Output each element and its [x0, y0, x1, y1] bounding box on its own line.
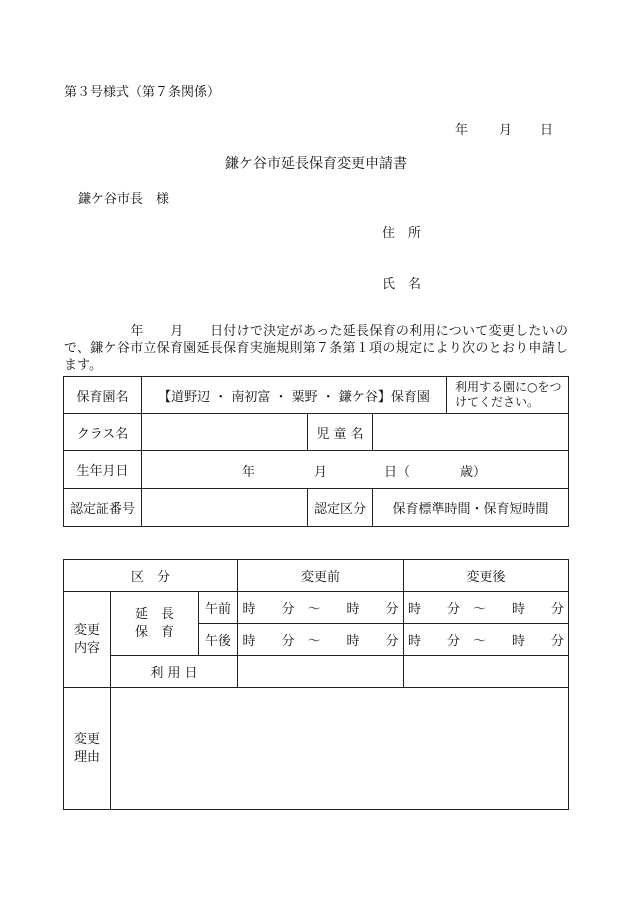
morning-after-time[interactable]: 時 分 〜 時 分	[404, 592, 569, 624]
morning-before-time[interactable]: 時 分 〜 時 分	[238, 592, 404, 624]
extended-care-label: 延 長保 育	[111, 592, 199, 656]
afternoon-after-time[interactable]: 時 分 〜 時 分	[404, 624, 569, 656]
change-details-table	[63, 559, 569, 810]
birth-date-field[interactable]	[142, 451, 569, 489]
address-label: 住 所	[382, 226, 422, 241]
birth-day: 日（	[384, 465, 411, 480]
birth-date-label: 生年月日	[64, 451, 142, 489]
nursery-note: 利用する園に○をつけてください。	[447, 377, 569, 414]
nursery-options[interactable]: 【道野辺 ・ 南初富 ・ 粟野 ・ 鎌ケ谷】保育園	[142, 377, 447, 414]
afternoon-label: 午後	[199, 624, 238, 656]
date-month: 月	[499, 123, 513, 138]
application-statement: 年 月 日付けで決定があった延長保育の利用について変更したいので、鎌ケ谷市立保育園延長保育実施規則第７条第１項の規定により次のとおり申請します。	[64, 324, 568, 373]
use-date-after-field[interactable]	[404, 656, 569, 688]
date-year: 年	[455, 123, 469, 138]
after-change-header: 変更後	[404, 560, 569, 592]
certification-category-label: 認定区分	[308, 489, 373, 527]
form-number: 第３号様式（第７条関係）	[64, 85, 221, 100]
name-label: 氏 名	[382, 277, 422, 292]
child-name-field[interactable]	[373, 414, 569, 451]
nursery-label: 保育園名	[64, 377, 142, 414]
change-reason-field[interactable]	[111, 688, 569, 810]
category-header: 区 分	[64, 560, 238, 592]
use-date-label: 利 用 日	[111, 656, 238, 688]
birth-age: 歳）	[460, 465, 487, 480]
class-field[interactable]	[142, 414, 308, 451]
use-date-before-field[interactable]	[238, 656, 404, 688]
document-title: 鎌ケ谷市延長保育変更申請書	[225, 156, 407, 172]
change-reason-label: 変更理由	[64, 688, 111, 810]
certification-category-value[interactable]: 保育標準時間・保育短時間	[373, 489, 569, 527]
morning-label: 午前	[199, 592, 238, 624]
addressee: 鎌ケ谷市長 様	[78, 192, 170, 207]
certificate-number-field[interactable]	[142, 489, 308, 527]
birth-month: 月	[314, 465, 328, 480]
before-change-header: 変更前	[238, 560, 404, 592]
class-label: クラス名	[64, 414, 142, 451]
certificate-number-label: 認定証番号	[64, 489, 142, 527]
child-name-label: 児 童 名	[308, 414, 373, 451]
birth-year: 年	[242, 465, 256, 480]
afternoon-before-time[interactable]: 時 分 〜 時 分	[238, 624, 404, 656]
date-day: 日	[540, 123, 554, 138]
applicant-info-table	[63, 376, 569, 527]
change-content-label: 変更内容	[64, 592, 111, 688]
